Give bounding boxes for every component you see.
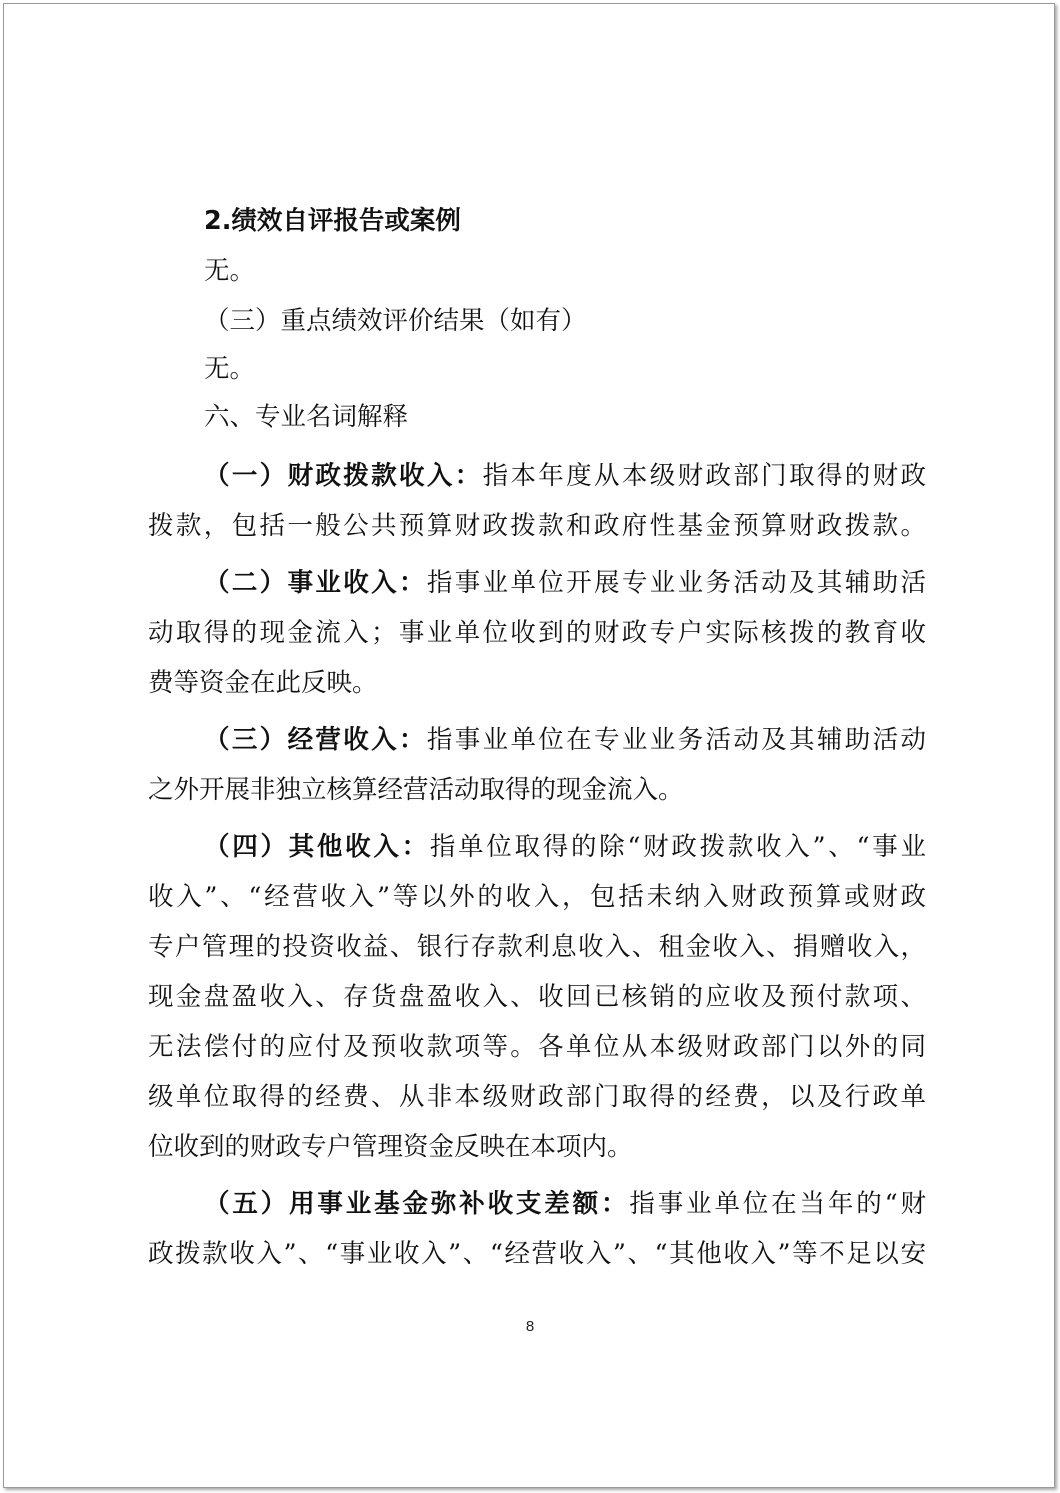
term-2-label: （二）事业收入： (204, 568, 427, 598)
term-4-line-5: 无法偿付的应付及预收款项等。各单位从本级财政部门以外的同 (148, 1032, 926, 1062)
term-1-text: 指本年度从本级财政部门取得的财政 (482, 461, 926, 491)
term-4-first-line (204, 822, 926, 872)
term-3-label: （三）经营收入： (204, 725, 427, 755)
term-4-line-7: 位收到的财政专户管理资金反映在本项内。 (148, 1132, 633, 1162)
page-number: 8 (525, 1318, 535, 1335)
term-5-text: 指事业单位在当年的“财 (629, 1189, 926, 1219)
term-4-line-6: 级单位取得的经费、从非本级财政部门取得的经费，以及行政单 (148, 1082, 926, 1112)
none-text-2: 无。 (204, 354, 256, 384)
term-4-line-4: 现金盘盈收入、存货盘盈收入、收回已核销的应收及预付款项、 (148, 982, 926, 1012)
term-2-first-line (204, 558, 926, 608)
section-six-heading: 六、专业名词解释 (204, 402, 409, 432)
term-4-line-2: 收入”、“经营收入”等以外的收入，包括未纳入财政预算或财政 (148, 882, 926, 912)
term-1-label: （一）财政拨款收入： (204, 461, 483, 491)
term-3-line-2: 之外开展非独立核算经营活动取得的现金流入。 (148, 775, 684, 805)
term-2-line-3: 费等资金在此反映。 (148, 668, 378, 698)
term-5-label: （五）用事业基金弥补收支差额： (204, 1189, 630, 1219)
term-3-text: 指事业单位在专业业务活动及其辅助活动 (426, 725, 926, 755)
term-4-line-3: 专户管理的投资收益、银行存款利息收入、租金收入、捐赠收入， (148, 932, 926, 962)
term-1-line-2: 拨款，包括一般公共预算财政拨款和政府性基金预算财政拨款。 (148, 511, 926, 541)
subheading-3: （三）重点绩效评价结果（如有） (204, 306, 587, 336)
term-3-first-line (204, 715, 926, 765)
section-heading-2: 2.绩效自评报告或案例 (204, 206, 461, 236)
term-2-line-2: 动取得的现金流入；事业单位收到的财政专户实际核拨的教育收 (148, 618, 926, 648)
term-4-label: （四）其他收入： (204, 832, 430, 862)
term-5-line-2: 政拨款收入”、“事业收入”、“经营收入”、“其他收入”等不足以安 (148, 1239, 926, 1269)
term-5-first-line (204, 1179, 926, 1229)
none-text-1: 无。 (204, 256, 256, 286)
term-4-text: 指单位取得的除“财政拨款收入”、“事业 (429, 832, 926, 862)
term-2-text: 指事业单位开展专业业务活动及其辅助活 (426, 568, 926, 598)
term-1-first-line (204, 451, 926, 501)
